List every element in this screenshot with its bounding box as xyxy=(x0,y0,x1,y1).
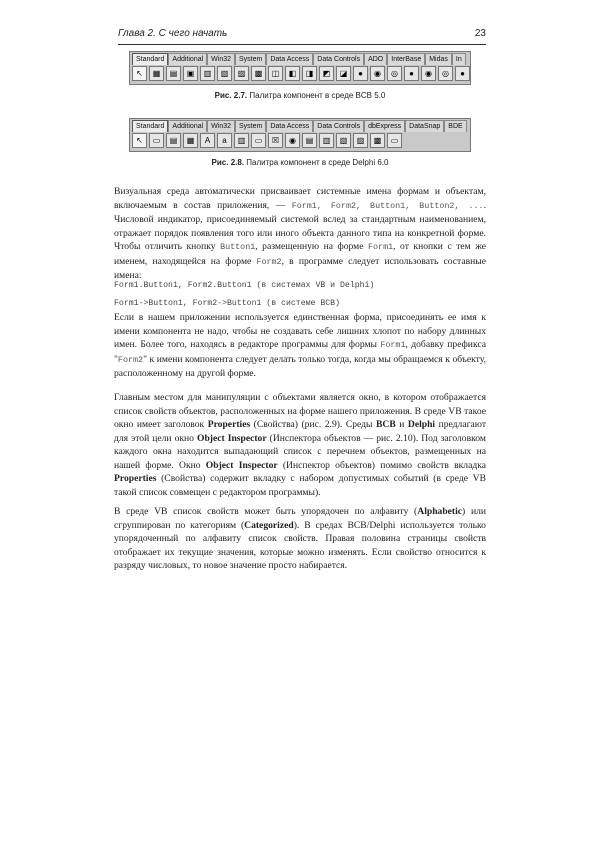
text-run: ). В средах BCB/Delphi используется только упорядоченный по алфавиту список свойств. Правая половина страницы свойств отображает их текущие значения, которые можно изменять. Если свойство относится к разряду числовых, то новое значение просто набирается. xyxy=(114,519,486,571)
tab-data-access: Data Access xyxy=(266,120,313,132)
paragraph xyxy=(114,311,486,381)
pointer-icon: ↖ xyxy=(132,133,147,148)
tab-datasnap: DataSnap xyxy=(405,120,444,132)
component-icon: ◉ xyxy=(370,66,385,81)
component-icon: ▨ xyxy=(353,133,368,148)
text-run: (Инспектора объектов — рис. 2.10). Под заголовком каждого окна находится выпадающий список с перечнем объектов, размещенных на нашей форме. Окно xyxy=(114,432,486,471)
text-run: , в программе следует использовать составные имена: xyxy=(114,255,486,281)
delphi-component-palette xyxy=(129,118,471,152)
code-inline: Form2 xyxy=(256,256,282,267)
component-icon: A xyxy=(200,133,215,148)
paragraph xyxy=(114,185,486,283)
component-icon: ▭ xyxy=(149,133,164,148)
figure-caption xyxy=(0,158,600,167)
component-icon: ▣ xyxy=(183,66,198,81)
component-icon: ▥ xyxy=(200,66,215,81)
component-icon: ◉ xyxy=(421,66,436,81)
code-inline: Form1 xyxy=(368,242,394,252)
component-icon: ◪ xyxy=(336,66,351,81)
figure-label: Рис. 2.8. xyxy=(211,158,245,167)
text-run: (Инспектор объектов) помимо свойств вкладка xyxy=(277,459,486,471)
component-icon: ◫ xyxy=(268,66,283,81)
component-icon: ▭ xyxy=(387,133,402,148)
component-icon: ▧ xyxy=(217,66,232,81)
component-icon: ☒ xyxy=(268,133,283,148)
text-run: ) или сгруппирован по категориям ( xyxy=(114,506,486,531)
tab-bde: BDE xyxy=(444,120,466,132)
component-icon: ▤ xyxy=(166,133,181,148)
tab-system: System xyxy=(235,53,266,65)
pointer-icon: ↖ xyxy=(132,66,147,81)
term-bold: Alphabetic xyxy=(417,506,463,517)
text-run: (Свойства) (рис. 2.9). Среды xyxy=(250,419,377,430)
tab-standard: Standard xyxy=(132,53,168,65)
tab-dbexpress: dbExpress xyxy=(364,120,405,132)
tab-more: In xyxy=(452,53,466,65)
component-icon: ◧ xyxy=(285,66,300,81)
tab-ado: ADO xyxy=(364,53,387,65)
bcb-component-palette xyxy=(129,51,471,85)
term-bold: Properties xyxy=(114,473,157,484)
header-rule xyxy=(118,44,486,45)
component-icon: ▥ xyxy=(234,133,249,148)
component-icon: ◎ xyxy=(387,66,402,81)
tab-system: System xyxy=(235,120,266,132)
text-run: Главным местом для манипуляции с объектами является окно, в котором отображается список свойств объектов, расположенных на форме нашего приложения. В среде VB такое окно имеет заголовок xyxy=(114,392,486,430)
component-icon: ▦ xyxy=(183,133,198,148)
tab-midas: Midas xyxy=(425,53,452,65)
component-icon: ◩ xyxy=(319,66,334,81)
text-run: Визуальная среда автоматически присваивает системные имена формам и объектам, включаемым в состав приложения, — xyxy=(114,186,486,211)
text-run: . Числовой индикатор, присоединяемый системой вслед за стандартным наименованием, отражает порядок появления того или иного объекта данного типа на конкретной форме. Чтобы отличить кнопку xyxy=(114,199,486,252)
chapter-title: Глава 2. С чего начать xyxy=(118,28,228,39)
figure-caption xyxy=(0,91,600,100)
component-icon: ▦ xyxy=(149,66,164,81)
page-number: 23 xyxy=(474,28,486,39)
palette-tabs xyxy=(132,53,466,65)
palette-toolrow xyxy=(132,133,404,148)
code-inline: Form2 xyxy=(117,354,144,365)
paragraph xyxy=(114,505,486,573)
code-inline: Form1, Form2, Button1, Button2, ... xyxy=(291,200,484,211)
tab-win32: Win32 xyxy=(207,120,235,132)
component-icon: ▩ xyxy=(251,66,266,81)
code-line: Form1.Button1, Form2.Button1 (в системах VB и Delphi) xyxy=(114,281,375,290)
component-icon: ▨ xyxy=(234,66,249,81)
figure-label: Рис. 2.7. xyxy=(214,91,248,100)
figure-caption-text: Палитра компонент в среде BCB 5.0 xyxy=(249,91,386,100)
tab-interbase: InterBase xyxy=(387,53,425,65)
tab-data-access: Data Access xyxy=(266,53,313,65)
component-icon: ▭ xyxy=(251,133,266,148)
paragraph xyxy=(114,391,486,499)
code-inline: Form1 xyxy=(380,340,406,350)
tab-win32: Win32 xyxy=(207,53,235,65)
term-bold: Properties xyxy=(207,419,251,430)
component-icon: ◨ xyxy=(302,66,317,81)
component-icon: ▧ xyxy=(336,133,351,148)
component-icon: ◉ xyxy=(285,133,300,148)
term-bold: Object Inspector xyxy=(196,432,267,444)
tab-additional: Additional xyxy=(168,53,207,65)
component-icon: ● xyxy=(455,66,470,81)
term-bold: Delphi xyxy=(407,419,436,430)
component-icon: ▥ xyxy=(319,133,334,148)
component-icon: ▩ xyxy=(370,133,385,148)
component-icon: ▤ xyxy=(302,133,317,148)
text-run: , размещенную на форме xyxy=(255,241,368,252)
palette-tabs xyxy=(132,120,467,132)
text-run: и xyxy=(395,419,408,430)
code-line: Form1->Button1, Form2->Button1 (в системе BCB) xyxy=(114,299,341,308)
tab-additional: Additional xyxy=(168,120,207,132)
text-run: " к имени компонента следует делать только тогда, когда мы обращаемся к объекту, расположенному на другой форме. xyxy=(114,353,486,379)
text-run: Если в нашем приложении используется единственная форма, присоединять ее имя к имени компонента не надо, чтобы не создавать себе лишних хлопот по набору длинных имен. Более того, находясь в редакторе программы для формы xyxy=(114,312,486,350)
code-inline: Button1 xyxy=(220,242,256,252)
figure-caption-text: Палитра компонент в среде Delphi 6.0 xyxy=(246,158,389,167)
code-block xyxy=(114,279,374,311)
text-run: (Свойства) содержит вкладку с набором допустимых событий (в среде VB такой список совмещен с редактором программы). xyxy=(114,473,486,498)
component-icon: ● xyxy=(404,66,419,81)
term-bold: Object Inspector xyxy=(205,459,278,471)
term-bold: BCB xyxy=(376,419,396,430)
component-icon: ◎ xyxy=(438,66,453,81)
tab-data-controls: Data Controls xyxy=(313,120,364,132)
tab-data-controls: Data Controls xyxy=(313,53,364,65)
text-run: , добавку префикса " xyxy=(114,339,486,365)
tab-standard: Standard xyxy=(132,120,168,132)
running-header xyxy=(118,28,486,44)
term-bold: Categorized xyxy=(244,519,294,531)
palette-toolrow xyxy=(132,66,472,81)
text-run: , от кнопки с тем же именем, находящейся на форме xyxy=(114,241,486,267)
component-icon: a xyxy=(217,133,232,148)
component-icon: ● xyxy=(353,66,368,81)
component-icon: ▤ xyxy=(166,66,181,81)
text-run: предлагают для этой цели окно xyxy=(114,419,487,444)
text-run: В среде VB список свойств может быть упорядочен по алфавиту ( xyxy=(114,506,418,517)
